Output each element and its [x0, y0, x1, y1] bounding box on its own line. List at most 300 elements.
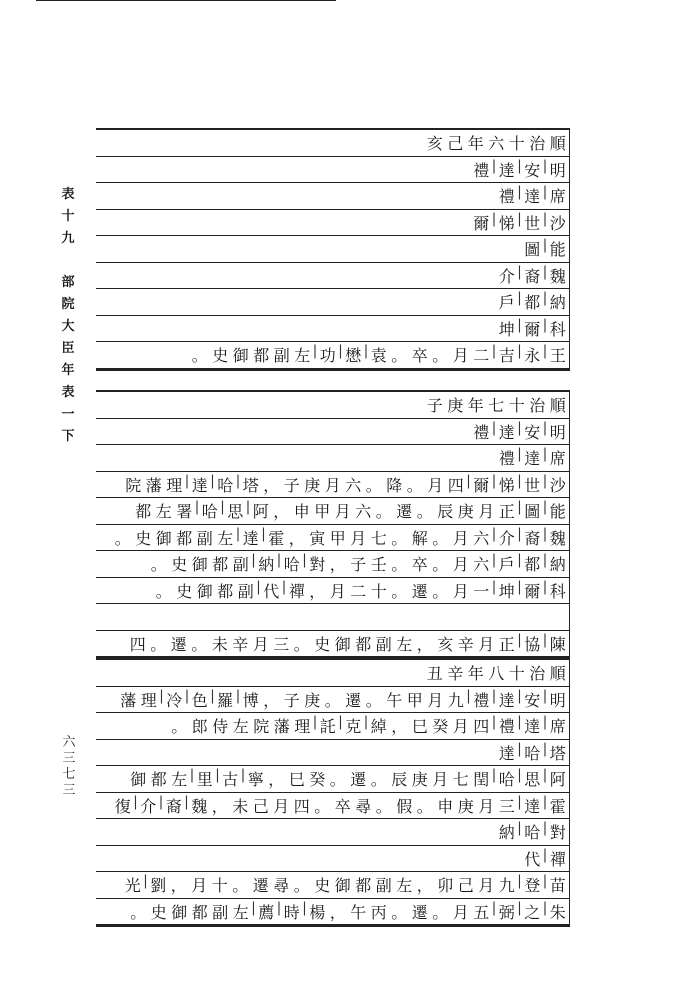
margin-title-char: 十 [61, 209, 75, 224]
official-row [96, 740, 568, 765]
official-row [96, 713, 568, 738]
name-marker: | [542, 237, 548, 253]
glyph: 亥 [437, 634, 454, 654]
name-marker: | [542, 631, 548, 648]
glyph: 甲 [329, 528, 346, 548]
glyph: 圖 [524, 502, 541, 521]
row-text [522, 847, 568, 870]
glyph: 納 [498, 823, 515, 842]
glyph: 色 [191, 690, 208, 710]
margin-title-char: 部 [61, 275, 75, 290]
margin-title-char: 九 [61, 231, 75, 246]
glyph: 順 [549, 396, 566, 415]
name-marker: | [338, 343, 343, 359]
glyph: 遷 [252, 876, 269, 895]
glyph: 哈 [217, 475, 234, 495]
glyph: 史 [314, 634, 331, 654]
name-marker: | [542, 210, 548, 227]
glyph: 達 [524, 717, 541, 736]
name-marker: | [491, 210, 497, 227]
glyph: 達 [498, 690, 515, 710]
official-row [96, 289, 568, 314]
name-marker: | [542, 343, 548, 359]
name-marker: | [517, 316, 522, 333]
glyph: 副 [237, 581, 254, 601]
official-row [96, 766, 568, 791]
glyph: 左 [396, 876, 413, 895]
official-row [96, 687, 568, 712]
glyph: 十 [508, 664, 525, 683]
glyph: 都 [253, 346, 270, 365]
name-marker: | [491, 714, 497, 730]
glyph: 。 [293, 876, 310, 895]
glyph: 癸 [432, 717, 449, 736]
glyph: 。 [130, 902, 147, 922]
row-text [497, 317, 569, 340]
name-marker: | [542, 525, 548, 542]
name-marker: | [517, 552, 522, 568]
glyph: 月 [478, 634, 495, 654]
glyph: 史 [150, 902, 167, 922]
glyph: 五 [473, 902, 490, 922]
glyph: ， [211, 796, 228, 816]
glyph: 理 [166, 475, 183, 495]
glyph: 禪 [288, 581, 305, 601]
glyph: 御 [232, 346, 249, 365]
glyph: 哈 [201, 502, 218, 521]
glyph: 六 [488, 134, 505, 153]
glyph: 巳 [411, 717, 428, 736]
glyph: 介 [140, 796, 157, 816]
official-row [96, 316, 568, 341]
glyph: 六 [473, 555, 490, 574]
name-marker: | [158, 793, 164, 810]
page-number-char: 七 [62, 767, 76, 782]
official-row [96, 604, 568, 629]
glyph: 庚 [304, 475, 321, 495]
year-heading-row [96, 130, 568, 155]
name-marker: | [542, 578, 548, 595]
name-marker: | [517, 899, 522, 916]
official-row [96, 498, 568, 523]
glyph: 袁 [370, 346, 387, 365]
margin-title-char: 一 [61, 407, 75, 422]
glyph: 思 [227, 502, 244, 521]
glyph: 魏 [191, 796, 208, 816]
row-text [471, 158, 568, 181]
glyph: 十 [370, 581, 387, 601]
glyph: 月 [478, 796, 495, 816]
row-text [190, 343, 569, 366]
glyph: 月 [478, 876, 495, 895]
row-text [497, 741, 569, 764]
glyph: 爾 [473, 213, 490, 233]
glyph: 達 [242, 528, 259, 548]
glyph: 吉 [498, 346, 515, 365]
glyph: 六 [355, 502, 372, 521]
glyph: 都 [176, 528, 193, 548]
name-marker: | [210, 687, 215, 704]
page-number-char: 六 [62, 735, 76, 750]
glyph: 辛 [457, 634, 474, 654]
glyph: 月 [427, 690, 444, 710]
glyph: 十 [508, 134, 525, 153]
glyph: ， [309, 581, 326, 601]
name-marker: | [184, 793, 189, 810]
glyph: 都 [355, 876, 372, 895]
row-text [497, 290, 569, 313]
glyph: 月 [329, 581, 346, 601]
glyph: 月 [334, 502, 351, 521]
glyph: 。 [155, 581, 172, 601]
row-text [113, 526, 569, 549]
glyph: 副 [375, 876, 392, 895]
glyph: 遷 [350, 770, 367, 789]
year-heading-row [96, 392, 568, 417]
glyph: 月 [452, 717, 469, 736]
name-marker: | [542, 714, 548, 730]
glyph: 科 [549, 319, 566, 339]
glyph: 年 [467, 664, 484, 683]
glyph: 藩 [120, 690, 137, 710]
glyph: 悌 [498, 475, 515, 495]
glyph: 復 [114, 796, 131, 816]
glyph: 沙 [549, 213, 566, 233]
glyph: 卒 [411, 555, 428, 574]
glyph: ， [170, 876, 187, 895]
glyph: 庚 [457, 796, 474, 816]
glyph: 禮 [473, 690, 490, 710]
glyph: 治 [529, 134, 546, 153]
glyph: 達 [191, 475, 208, 495]
name-marker: | [491, 343, 497, 359]
glyph: 副 [375, 634, 392, 654]
glyph: 署 [176, 502, 193, 521]
name-marker: | [542, 446, 548, 462]
name-marker: | [542, 740, 548, 757]
row-text [149, 552, 569, 575]
glyph: 達 [524, 449, 541, 468]
name-marker: | [517, 419, 522, 436]
glyph: ， [268, 770, 285, 789]
name-marker: | [517, 184, 522, 200]
glyph: 順 [549, 664, 566, 683]
name-marker: | [491, 767, 497, 783]
glyph: 。 [329, 770, 346, 789]
official-row [96, 263, 568, 288]
glyph: 託 [319, 717, 336, 736]
row-text [497, 264, 569, 287]
glyph: 霍 [268, 528, 285, 548]
right-border [569, 658, 570, 925]
name-marker: | [542, 873, 548, 889]
glyph: 正 [498, 502, 515, 521]
name-marker: | [194, 499, 200, 515]
glyph: 。 [171, 717, 188, 736]
name-marker: | [517, 210, 522, 227]
glyph: 。 [114, 528, 131, 548]
glyph: 四 [473, 717, 490, 736]
glyph: 月 [452, 346, 469, 365]
glyph: 子 [350, 555, 367, 574]
name-marker: | [542, 263, 548, 280]
glyph: 己 [457, 876, 474, 895]
official-row [96, 872, 568, 897]
official-row [96, 846, 568, 871]
glyph: 未 [232, 796, 249, 816]
glyph: 御 [155, 528, 172, 548]
glyph: 史 [135, 528, 152, 548]
glyph: 阿 [252, 502, 269, 521]
glyph: 介 [498, 266, 515, 286]
row-text [113, 794, 569, 817]
row-text [471, 211, 568, 234]
glyph: 卯 [437, 876, 454, 895]
glyph: 協 [524, 634, 541, 654]
glyph: 坤 [498, 319, 515, 339]
glyph: 史 [314, 876, 331, 895]
glyph: 朱 [549, 902, 566, 922]
official-row [96, 819, 568, 844]
name-marker: | [491, 899, 497, 916]
glyph: 六 [473, 528, 490, 548]
glyph: 納 [258, 555, 275, 574]
name-marker: | [491, 472, 497, 489]
official-row [96, 631, 568, 656]
glyph: 寧 [247, 770, 264, 789]
glyph: 。 [365, 690, 382, 710]
glyph: 九 [498, 876, 515, 895]
name-marker: | [542, 290, 548, 306]
glyph: 。 [406, 475, 423, 495]
glyph: 御 [334, 876, 351, 895]
glyph: 達 [498, 422, 515, 442]
glyph: 午 [350, 902, 367, 922]
glyph: 都 [191, 902, 208, 922]
glyph: 科 [549, 581, 566, 601]
glyph: ， [273, 502, 290, 521]
name-marker: | [542, 687, 548, 704]
glyph: 遷 [411, 581, 428, 601]
glyph: 爾 [524, 581, 541, 601]
glyph: 六 [345, 475, 362, 495]
margin-title-char: 表 [61, 187, 75, 202]
top-rule [36, 0, 336, 1]
glyph: 假 [396, 796, 413, 816]
year-heading [425, 393, 569, 416]
glyph: 副 [232, 555, 249, 574]
glyph: 三 [273, 634, 290, 654]
margin-title [58, 184, 78, 448]
glyph: 月 [273, 796, 290, 816]
name-marker: | [184, 472, 190, 489]
name-marker: | [491, 157, 497, 174]
margin-title-char: 年 [61, 363, 75, 378]
glyph: 降 [386, 475, 403, 495]
name-marker: | [517, 793, 522, 810]
glyph: 世 [524, 475, 541, 495]
official-row [96, 472, 568, 497]
glyph: 御 [130, 770, 147, 789]
name-marker: | [491, 525, 497, 542]
glyph: 安 [524, 690, 541, 710]
glyph: ， [263, 475, 280, 495]
glyph: 羅 [217, 690, 234, 710]
glyph: 苗 [549, 876, 566, 895]
glyph: 戶 [498, 555, 515, 574]
official-row [96, 793, 568, 818]
glyph: 月 [432, 770, 449, 789]
glyph: 史 [212, 346, 229, 365]
glyph: 。 [391, 555, 408, 574]
glyph: 。 [432, 555, 449, 574]
glyph: 月 [324, 475, 341, 495]
glyph: 。 [432, 902, 449, 922]
name-marker: | [517, 578, 522, 595]
glyph: 庚 [304, 690, 321, 710]
name-marker: | [517, 873, 522, 889]
page-number-char: 三 [62, 751, 76, 766]
year-heading [425, 131, 569, 154]
glyph: 。 [391, 902, 408, 922]
glyph: 卒 [334, 796, 351, 816]
right-border [569, 390, 570, 657]
glyph: 遷 [170, 634, 187, 654]
glyph: 理 [140, 690, 157, 710]
name-marker: | [542, 472, 548, 489]
glyph: 達 [524, 187, 541, 206]
glyph: 四 [129, 634, 146, 654]
glyph: ， [329, 555, 346, 574]
glyph: 三 [498, 796, 515, 816]
glyph: 里 [196, 770, 213, 789]
glyph: 都 [217, 581, 234, 601]
name-marker: | [517, 820, 522, 836]
glyph: 冷 [166, 690, 183, 710]
glyph: 丙 [370, 902, 387, 922]
glyph: 藩 [273, 717, 290, 736]
name-marker: | [261, 525, 266, 542]
name-marker: | [542, 499, 548, 515]
glyph: 二 [350, 581, 367, 601]
glyph: 對 [309, 555, 326, 574]
glyph: 庚 [447, 396, 464, 415]
name-marker: | [542, 184, 548, 200]
glyph: 甲 [314, 502, 331, 521]
glyph: 介 [498, 528, 515, 548]
name-marker: | [517, 157, 522, 174]
glyph: 。 [232, 876, 249, 895]
glyph: 甲 [406, 690, 423, 710]
glyph: 。 [416, 502, 433, 521]
glyph: 院 [125, 475, 142, 495]
name-marker: | [256, 578, 261, 595]
name-marker: | [235, 472, 241, 489]
glyph: 月 [350, 528, 367, 548]
glyph: 未 [211, 634, 228, 654]
glyph: 史 [171, 555, 188, 574]
glyph: 王 [549, 346, 566, 365]
glyph: 薦 [258, 902, 275, 922]
glyph: 癸 [309, 770, 326, 789]
glyph: 寅 [309, 528, 326, 548]
name-marker: | [517, 263, 522, 280]
glyph: 午 [386, 690, 403, 710]
glyph: 席 [549, 717, 566, 736]
margin-title-char: 院 [61, 297, 75, 312]
row-text [522, 237, 568, 260]
page-number-char: 三 [62, 783, 76, 798]
name-marker: | [517, 687, 522, 704]
name-marker: | [466, 472, 471, 489]
glyph: 月 [452, 555, 469, 574]
glyph: 弼 [498, 902, 515, 922]
name-marker: | [235, 525, 241, 542]
glyph: 十 [211, 876, 228, 895]
name-marker: | [517, 631, 522, 648]
glyph: 都 [355, 634, 372, 654]
glyph: 都 [524, 555, 541, 574]
glyph: ， [416, 634, 433, 654]
glyph: 能 [549, 240, 566, 259]
glyph: 。 [375, 502, 392, 521]
glyph: 。 [191, 346, 208, 365]
name-marker: | [517, 446, 522, 462]
margin-title-char: 表 [61, 385, 75, 400]
row-text [128, 632, 569, 655]
glyph: 沙 [549, 475, 566, 495]
glyph: 左 [155, 502, 172, 521]
right-border [569, 128, 570, 369]
margin-title-char: 大 [61, 319, 75, 334]
glyph: 裔 [524, 266, 541, 286]
row-text [133, 499, 568, 522]
glyph: 博 [242, 690, 259, 710]
name-marker: | [220, 499, 225, 515]
name-marker: | [517, 290, 522, 306]
glyph: ， [416, 876, 433, 895]
glyph: 。 [375, 796, 392, 816]
glyph: 四 [447, 475, 464, 495]
glyph: 楊 [309, 902, 326, 922]
name-marker: | [143, 873, 148, 889]
margin-title-char: 臣 [61, 341, 75, 356]
glyph: 爾 [473, 475, 490, 495]
glyph: 七 [370, 528, 387, 548]
glyph: 子 [426, 396, 443, 415]
glyph: 魏 [549, 528, 566, 548]
glyph: 時 [283, 902, 300, 922]
row-text [128, 900, 568, 923]
glyph: 哈 [283, 555, 300, 574]
glyph: 。 [150, 634, 167, 654]
name-marker: | [542, 899, 548, 916]
glyph: 年 [467, 134, 484, 153]
glyph: 塔 [549, 743, 566, 763]
glyph: 巳 [288, 770, 305, 789]
glyph: 安 [524, 160, 541, 180]
glyph: 正 [498, 634, 515, 654]
name-marker: | [517, 525, 522, 542]
glyph: 禮 [498, 717, 515, 736]
glyph: 申 [293, 502, 310, 521]
glyph: 裔 [165, 796, 182, 816]
glyph: 左 [232, 717, 249, 736]
glyph: 悌 [498, 213, 515, 233]
glyph: 綽 [370, 717, 387, 736]
glyph: 達 [498, 743, 515, 763]
name-marker: | [542, 316, 548, 333]
